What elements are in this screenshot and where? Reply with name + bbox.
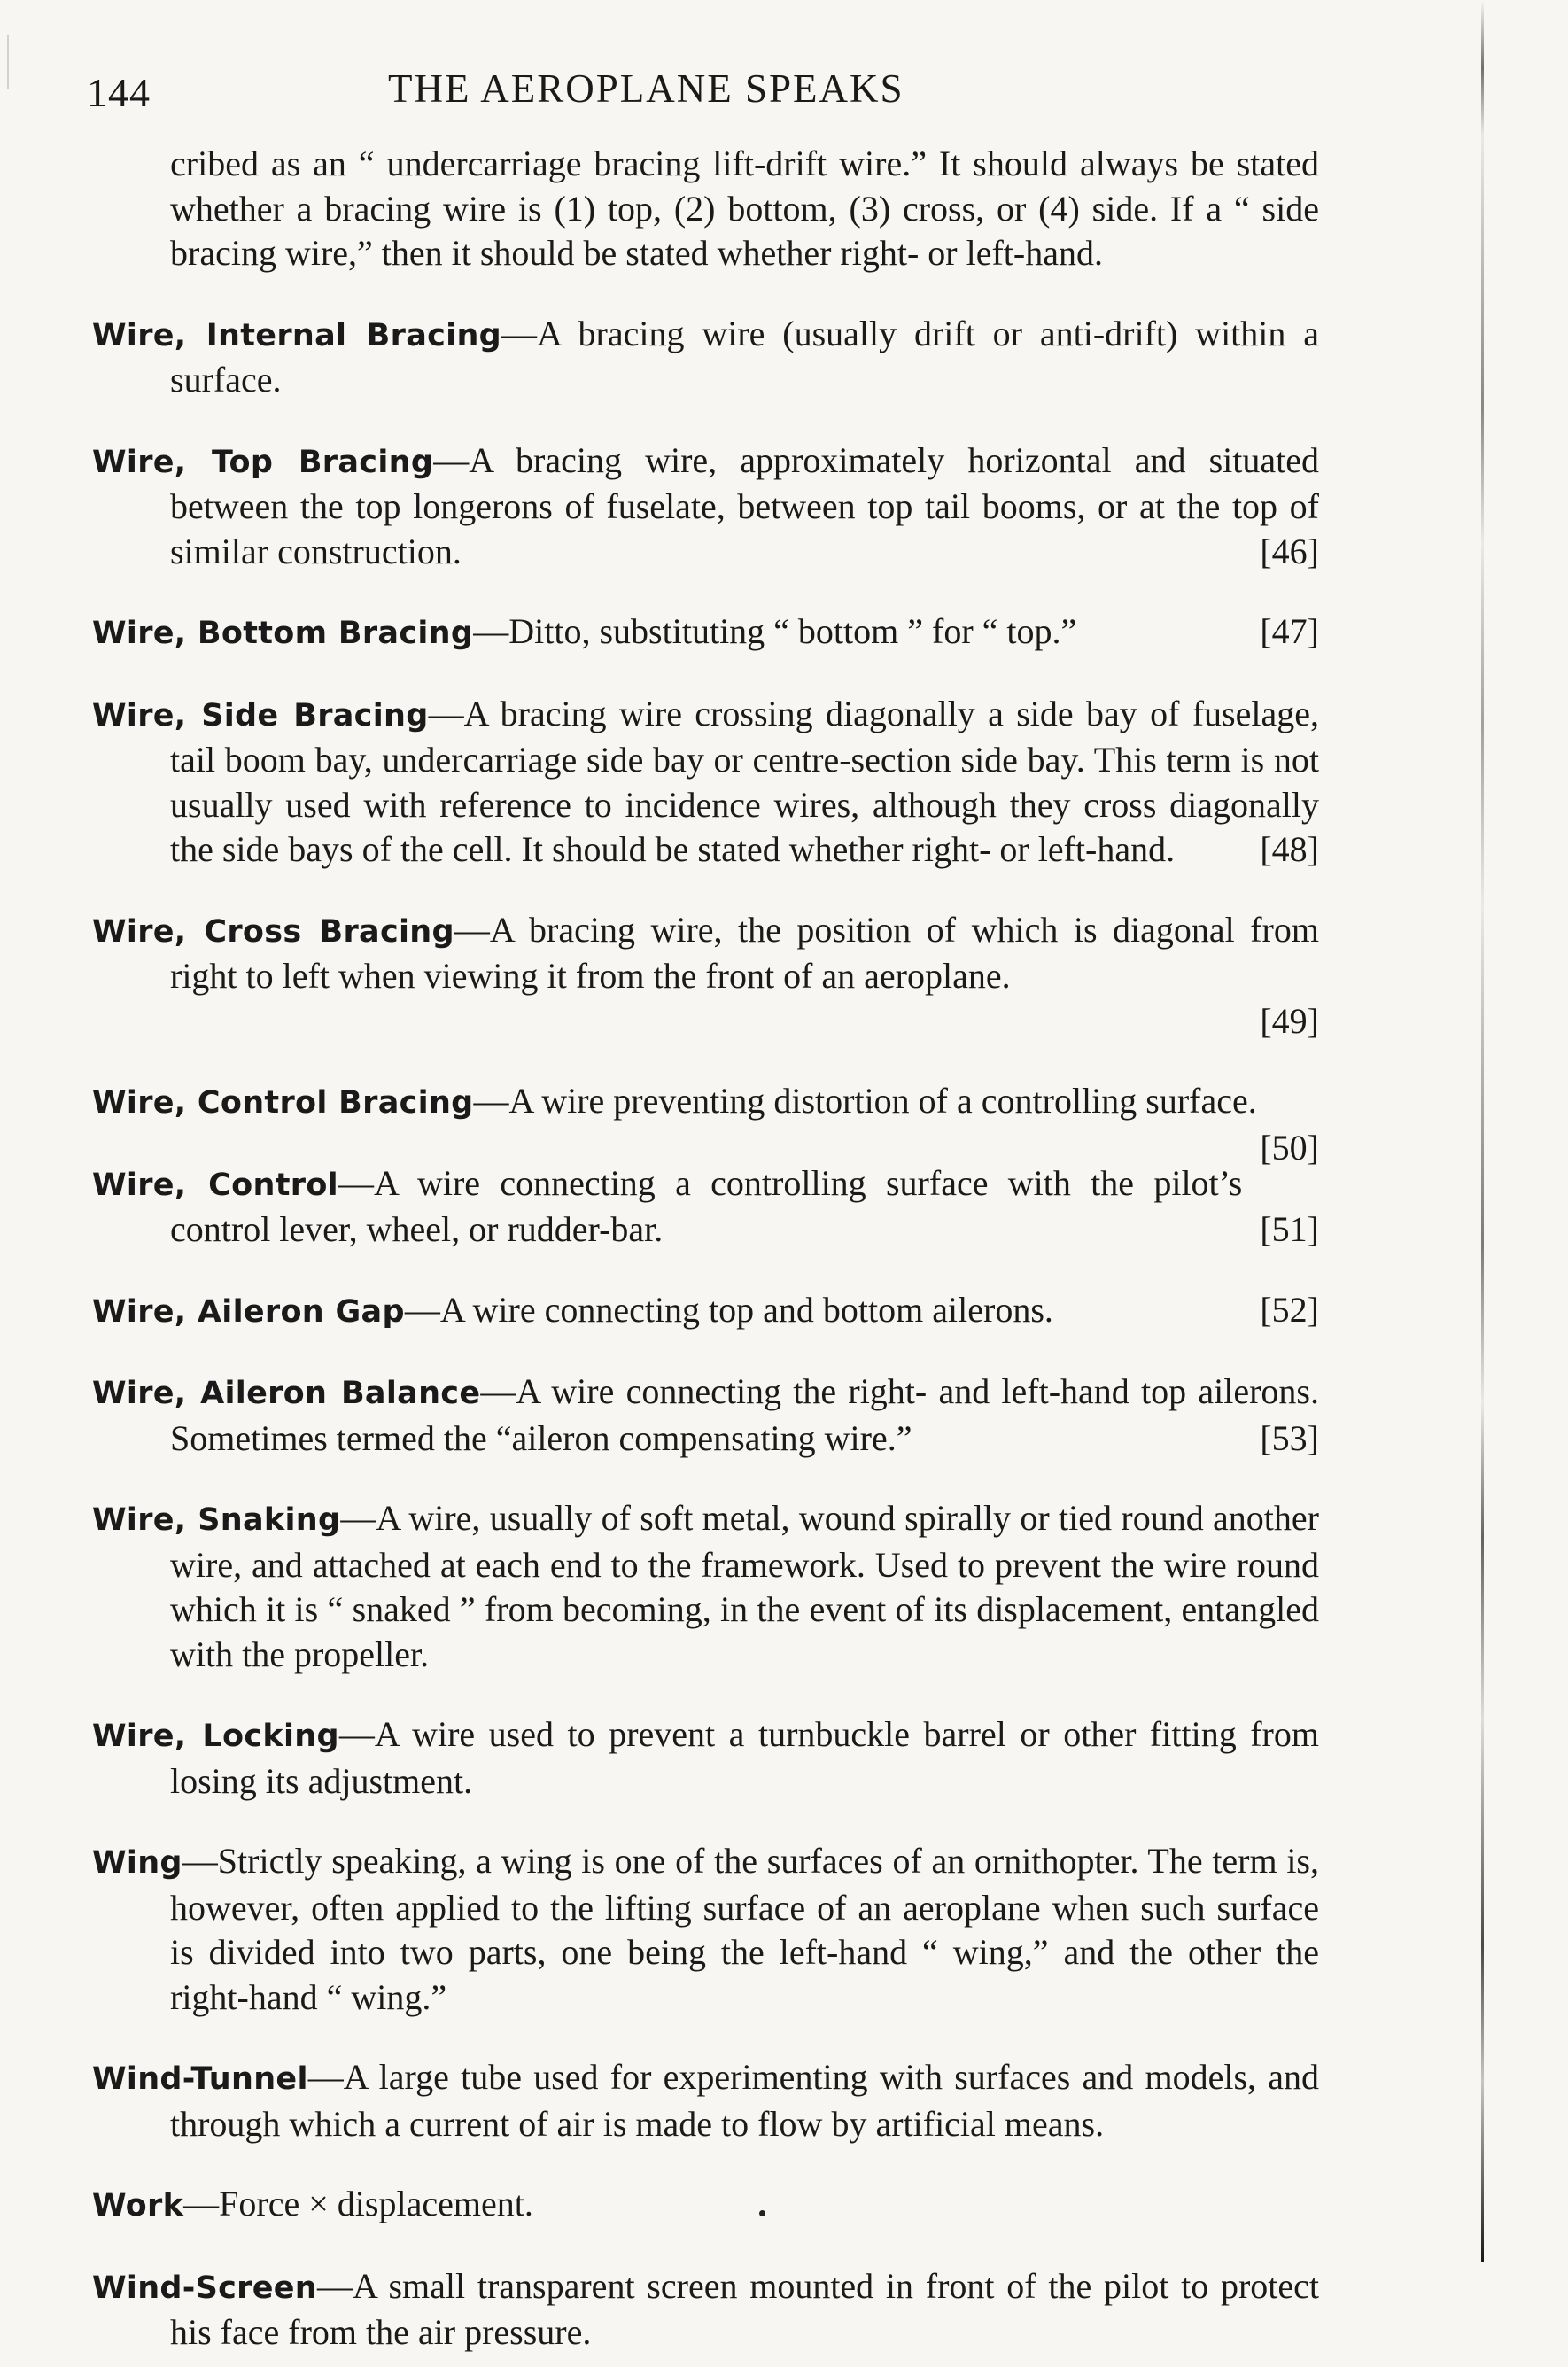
continued-paragraph: cribed as an “ undercarriage bracing lift-drift wire.” It should always be stated whether a bracing wire is (1) top, (2) bottom, (3) cross, or (4) side. If a “ side bracing wire,” then it should be stated whether right- or left-hand. bbox=[170, 144, 1319, 273]
entry-term: Wire, Side Bracing bbox=[92, 697, 429, 733]
entry-term: Wire, Locking bbox=[92, 1719, 339, 1754]
entry-term: Wind-Tunnel bbox=[92, 2061, 308, 2097]
figure-reference: [52] bbox=[1260, 1289, 1319, 1330]
entry-definition: —A bracing wire (usually drift or anti-drift) within a surface. bbox=[170, 313, 1319, 400]
glossary-entry-aileron-balance bbox=[92, 1370, 1319, 1461]
entry-definition: —Strictly speaking, a wing is one of the surfaces of an ornithopter. The term is, however, often applied to the lifting surface of an aeroplane when such surface is divided into two parts, one being the left-hand “ wing,” and the other the right-hand “ wing.” bbox=[170, 1841, 1319, 2017]
entry-definition: —A wire, usually of soft metal, wound spirally or tied round another wire, and attached at each end to the framework. Used to prevent the wire round which it is “ snaked ” from becoming, in the event of its displacement, entangled with the propeller. bbox=[170, 1498, 1319, 1674]
figure-reference: [50] bbox=[1260, 1127, 1319, 1168]
entry-definition: —A bracing wire crossing diagonally a side bay of fuselage, tail boom bay, undercarriage side bay or centre-section side bay. This term is not usually used with reference to incidence wires, although they cross diagonally the side bays of the cell. It should be stated whether right- or left-hand. bbox=[170, 693, 1320, 869]
entry-definition: —A wire connecting top and bottom ailerons. bbox=[404, 1289, 1053, 1330]
figure-reference: [46] bbox=[1260, 531, 1319, 571]
scan-edge bbox=[1481, 0, 1484, 2262]
entry-term: Wire, Control Bracing bbox=[92, 1085, 474, 1121]
glossary-entry-wind-tunnel bbox=[92, 2055, 1319, 2146]
entry-definition: —Ditto, substituting “ bottom ” for “ top.” bbox=[473, 611, 1077, 651]
print-speck bbox=[759, 2210, 765, 2216]
entry-definition: —A small transparent screen mounted in front of the pilot to protect his face from the air pressure. bbox=[170, 2265, 1319, 2352]
entry-definition: —A wire connecting a controlling surface with the pilot’s control lever, wheel, or rudder-bar. bbox=[170, 1162, 1243, 1249]
page-number: 144 bbox=[87, 70, 151, 115]
running-title: THE AEROPLANE SPEAKS bbox=[388, 66, 904, 111]
glossary-entry-top-bracing bbox=[92, 438, 1319, 575]
entry-term: Wire, Top Bracing bbox=[92, 444, 434, 480]
entry-term: Wind-Screen bbox=[92, 2270, 318, 2306]
entry-term: Work bbox=[92, 2188, 184, 2223]
scan-mark bbox=[7, 35, 9, 89]
glossary-entry-control-bracing bbox=[92, 1079, 1319, 1168]
glossary-entry-cross-bracing bbox=[92, 908, 1319, 1044]
entry-term: Wire, Aileron Balance bbox=[92, 1376, 481, 1411]
entry-definition: —A large tube used for experimenting with surfaces and models, and through which a current of air is made to flow by artificial means. bbox=[170, 2057, 1319, 2144]
entry-term: Wire, Aileron Gap bbox=[92, 1293, 405, 1330]
entry-term: Wire, Internal Bracing bbox=[92, 317, 502, 353]
entry-definition: —A wire preventing distortion of a controlling surface. bbox=[473, 1081, 1257, 1121]
figure-reference: [53] bbox=[1260, 1417, 1319, 1458]
figure-reference: [51] bbox=[1260, 1209, 1319, 1249]
entry-definition: —A bracing wire, the position of which is diagonal from right to left when viewing it from the front of an aeroplane. bbox=[170, 909, 1319, 996]
entry-term: Wire, Bottom Bracing bbox=[92, 616, 474, 651]
entry-definition: —A bracing wire, approximately horizontal and situated between the top longerons of fuselate, between top tail booms, or at the top of similar construction. bbox=[170, 439, 1319, 571]
entry-term: Wing bbox=[92, 1845, 182, 1881]
glossary-entry-wind-screen bbox=[92, 2264, 1319, 2355]
figure-reference: [47] bbox=[1260, 611, 1319, 651]
glossary-entry-internal-bracing bbox=[92, 312, 1319, 403]
glossary-entry-control bbox=[92, 1161, 1319, 1253]
figure-reference: [49] bbox=[1260, 1000, 1319, 1041]
page-header bbox=[87, 66, 1327, 122]
glossary-entry-wing bbox=[92, 1839, 1319, 2020]
glossary-entry-aileron-gap bbox=[92, 1288, 1319, 1335]
entry-definition: —A wire connecting the right- and left-hand top ailerons. Sometimes termed the “aileron compensating wire.” bbox=[170, 1371, 1319, 1458]
entry-definition: —Force × displacement. bbox=[183, 2184, 533, 2223]
entry-term: Wire, Cross Bracing bbox=[92, 913, 454, 950]
glossary-entry-locking bbox=[92, 1712, 1319, 1804]
entry-definition: —A wire used to prevent a turnbuckle barrel or other fitting from losing its adjustment. bbox=[170, 1714, 1319, 1801]
glossary-entry-work bbox=[92, 2182, 1319, 2229]
glossary-entry-bottom-bracing bbox=[92, 609, 1319, 656]
entry-term: Wire, Snaking bbox=[92, 1502, 341, 1538]
entry-term: Wire, Control bbox=[92, 1167, 338, 1203]
glossary-body bbox=[92, 142, 1319, 2367]
figure-reference: [48] bbox=[1260, 829, 1319, 869]
glossary-entry-snaking bbox=[92, 1496, 1319, 1677]
glossary-entry-side-bracing bbox=[92, 692, 1319, 873]
